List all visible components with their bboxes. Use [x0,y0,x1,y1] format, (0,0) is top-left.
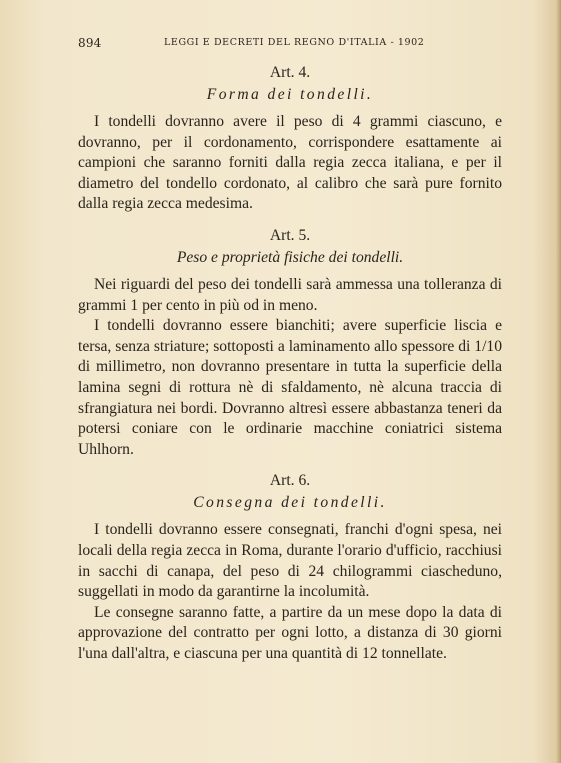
article-subtitle: Forma dei tondelli. [206,86,374,103]
page-edge [555,0,561,763]
page-content [78,62,502,664]
paragraph: I tondelli dovranno essere consegnati, franchi d'ogni spesa, nei locali della regia zecca in Roma, durante l'orario d'ufficio, racchiusi in sacchi di canapa, del peso di 24 chilogrammi ciascheduno, suggellati in modo da garantirne la incolumità. [78,521,502,601]
paragraph: I tondelli dovranno avere il peso di 4 grammi ciascuno, e dovranno, per il cordonamento, corrispondere esattamente ai campioni che saranno forniti dalla regia zecca italiana, e per il diametro del tondello cordonato, al calibro che sarà pure fornito dalla regia zecca medesima. [78,113,502,213]
article-heading: Art. 6. [269,472,311,490]
header-title: LEGGI E DECRETI DEL REGNO D'ITALIA - 1902 [164,37,425,48]
article-4 [78,62,502,215]
article-6 [78,470,502,664]
article-subtitle: Consegna dei tondelli. [193,494,387,512]
paragraph: Nei riguardi del peso dei tondelli sarà ammessa una tolleranza di grammi 1 per cento in più od in meno. [78,275,502,314]
paragraph: Le consegne saranno fatte, a partire da un mese dopo la data di approvazione del contratto per ogni lotto, a distanza di 30 giorni l'una dall'altra, e ciascuna per una quantità di 12 tonnellate. [78,603,502,662]
article-heading: Art. 5. [269,226,311,244]
paragraph: I tondelli dovranno essere bianchiti; avere superficie liscia e tersa, senza striature; sottoposti a laminamento allo spessore di 1/10 di millimetro, non dovranno presentare in tutta la superficie della lamina segni di rottura nè di sfaldamento, nè alcuna traccia di sfrangiatura nei bordi. Dovranno altresì essere abbastanza teneri da potersi coniare con le ordinarie macchine coniatrici sistema Uhlhorn. [78,317,502,458]
article-5 [78,225,502,460]
page-number: 894 [78,36,102,50]
article-heading: Art. 4. [269,64,311,81]
article-subtitle: Peso e proprietà fisiche dei tondelli. [176,248,404,266]
